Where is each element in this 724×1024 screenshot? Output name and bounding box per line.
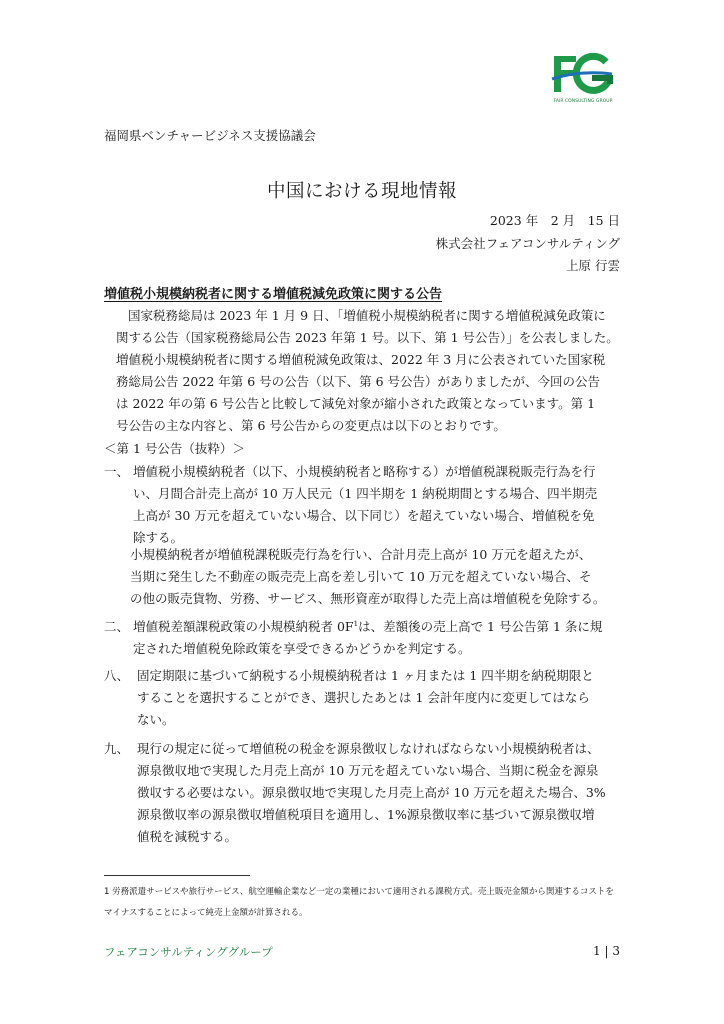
page-number: 1 | 3 — [593, 944, 620, 958]
item-line: 固定期限に基づいて納税する小規模納税者は 1 ヶ月または 1 四半期を納税期限と — [137, 668, 594, 683]
intro-line: は 2022 年の第 6 号公告と比較して減免対象が縮小された政策となっています。第 1 — [116, 396, 596, 411]
item-line: 増値税差額課税政策の小規模納税者 $0F^1$は、差額後の売上高で 1 号公告第 1 条に規 — [133, 619, 603, 634]
footer-company: フェアコンサルティンググループ — [104, 945, 273, 959]
section-heading: 増値税小規模納税者に関する増値税減免政策に関する公告 — [104, 287, 443, 302]
footnote-text: マイナスすることによって純売上金額が計算される。 — [104, 908, 308, 918]
item-line: 上高が 30 万元を超えていない場合、以下同じ）を超えていない場合、増値税を免 — [133, 508, 595, 523]
item-line: 現行の規定に従って増値税の税金を源泉徴収しなければならない小規模納税者は、 — [137, 741, 600, 756]
item-marker: 八、 — [104, 668, 130, 683]
item-line: 除する。 — [133, 530, 184, 545]
footnote-ref: 1 — [353, 619, 359, 628]
author-company: 株式会社フェアコンサルティング — [435, 236, 620, 251]
author-name: 上原 行雲 — [566, 258, 620, 273]
document-title: 中国における現地情報 — [266, 181, 457, 202]
item-line: 増値税小規模納税者（以下、小規模納税者と略称する）が増値税課税販売行為を行 — [133, 464, 596, 479]
footnote-text: 1 労務派遣サービスや旅行サービス、航空運輸企業など一定の業種において適用される課税方式。売上販売金額から関連するコストを — [104, 887, 614, 897]
item-line: することを選択することができ、選択したあとは 1 会計年度内に変更してはなら — [137, 690, 590, 705]
item-line: 源泉徴収地で実現した月売上高が 10 万元を超えていない場合、当期に税金を源泉 — [137, 763, 599, 778]
intro-line: 増値税小規模納税者に関する増値税減免政策は、2022 年 3 月に公表されていた国家税 — [116, 352, 606, 367]
intro-line: 国家税務総局は 2023 年 1 月 9 日、「増値税小規模納税者に関する増値税減免政策に — [128, 308, 606, 323]
item-sub-line: 小規模納税者が増値税課税販売行為を行い、合計月売上高が 10 万元を超えたが、 — [130, 547, 592, 562]
item-line: 徴収する必要はない。源泉徴収地で実現した月売上高が 10 万元を超えた場合、3% — [137, 785, 606, 800]
item-marker: 二、 — [104, 619, 130, 634]
addressee: 福岡県ベンチャービジネス支援協議会 — [104, 128, 316, 143]
item-line: ない。 — [137, 712, 175, 727]
footnote-divider — [104, 875, 250, 876]
intro-line: 務総局公告 2022 年第 6 号の公告（以下、第 6 号公告）がありましたが、今回の公告 — [116, 374, 601, 389]
item-line: 定された増値税免除政策を享受できるかどうかを判定する。 — [133, 641, 471, 656]
item-sub-line: の他の販売貨物、労務、サービス、無形資産が取得した売上高は増値税を免除する。 — [130, 591, 606, 606]
item-marker: 一、 — [104, 464, 130, 479]
item-line: い、月間合計売上高が 10 万人民元（1 四半期を 1 納税期間とする場合、四半期売 — [133, 486, 598, 501]
item-marker: 九、 — [104, 741, 130, 756]
intro-line: 関する公告（国家税務総局公告 2023 年第 1 号。以下、第 1 号公告）」を公表しました。 — [116, 330, 619, 345]
intro-line: 号公告の主な内容と、第 6 号公告からの変更点は以下のとおりです。 — [116, 418, 506, 433]
excerpt-label: ＜第 1 号公告（抜粋）＞ — [104, 441, 245, 456]
item-line: 値税を減税する。 — [137, 829, 238, 844]
item-line: 源泉徴収率の源泉徴収増値税項目を適用し、1%源泉徴収率に基づいて源泉徴収増 — [137, 807, 595, 822]
logo-tagline: FAIR CONSULTING GROUP — [553, 99, 613, 104]
item-sub-line: 当期に発生した不動産の販売売上高を差し引いて 10 万元を超えていない場合、そ — [130, 569, 592, 584]
document-date: 2023 年 2 月 15 日 — [489, 213, 620, 228]
